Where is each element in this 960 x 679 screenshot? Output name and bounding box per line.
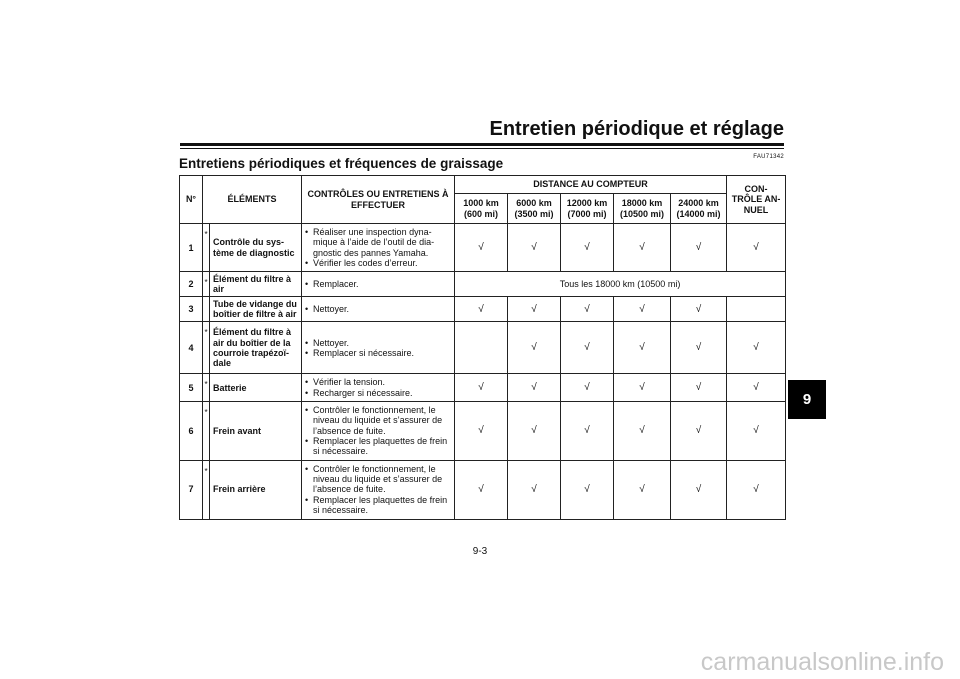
row-number: 7 — [180, 460, 203, 519]
bullet-icon: • — [305, 377, 309, 388]
footer-watermark: carmanualsonline.info — [700, 648, 944, 676]
bullet-icon: • — [305, 304, 309, 315]
bullet-icon: • — [305, 436, 309, 447]
row-star-marker: * — [203, 224, 210, 272]
row-star-marker: * — [203, 272, 210, 297]
action-item — [305, 377, 452, 387]
header-distance-4: 24000 km (14000 mi) — [671, 194, 727, 224]
chapter-tab: 9 — [788, 380, 826, 419]
action-text: Recharger si nécessaire. — [313, 387, 413, 398]
interval-note: Tous les 18000 km (10500 mi) — [455, 272, 786, 297]
header-distance-1: 6000 km (3500 mi) — [508, 194, 561, 224]
action-text: Remplacer si nécessaire. — [313, 347, 415, 358]
check-mark: √ — [455, 374, 508, 402]
bullet-icon: • — [305, 463, 309, 474]
row-star-marker: * — [203, 374, 210, 402]
check-mark: √ — [614, 224, 671, 272]
check-mark: √ — [561, 374, 614, 402]
check-mark: √ — [671, 322, 727, 374]
header-distance-0: 1000 km (600 mi) — [455, 194, 508, 224]
header-distance-group: DISTANCE AU COMPTEUR — [455, 176, 727, 194]
check-mark — [727, 297, 786, 322]
action-item — [305, 227, 452, 258]
check-mark: √ — [508, 322, 561, 374]
action-item — [305, 348, 452, 358]
row-star-marker: * — [203, 402, 210, 461]
row-actions — [302, 460, 455, 519]
action-text: Remplacer les plaquettes de frein si nécessaire. — [313, 436, 448, 457]
table-row — [180, 297, 786, 322]
header-distance-2: 12000 km (7000 mi) — [561, 194, 614, 224]
check-mark: √ — [614, 297, 671, 322]
check-mark: √ — [727, 374, 786, 402]
check-mark: √ — [614, 374, 671, 402]
bullet-icon: • — [305, 405, 309, 416]
check-mark — [455, 322, 508, 374]
check-mark: √ — [508, 297, 561, 322]
check-mark: √ — [508, 460, 561, 519]
header-elements: ÉLÉMENTS — [203, 176, 302, 224]
table-row — [180, 272, 786, 297]
check-mark: √ — [508, 402, 561, 461]
action-item — [305, 338, 452, 348]
action-item — [305, 279, 452, 289]
action-text: Réaliser une inspection dyna-mique à l’aide de l’outil de dia-gnostic des pannes Yamaha. — [313, 227, 435, 258]
page-header-title: Entretien périodique et réglage — [489, 118, 784, 140]
row-element: Tube de vidange du boîtier de filtre à air — [210, 297, 302, 322]
action-text: Remplacer les plaquettes de frein si nécessaire. — [313, 494, 448, 516]
check-mark: √ — [455, 402, 508, 461]
row-number: 1 — [180, 224, 203, 272]
action-item — [305, 388, 452, 398]
action-text: Vérifier les codes d’erreur. — [313, 258, 418, 269]
row-element: Batterie — [210, 374, 302, 402]
header-controls: CONTRÔLES OU ENTRETIENS À EFFECTUER — [302, 176, 455, 224]
header-no: N° — [180, 176, 203, 224]
check-mark: √ — [455, 297, 508, 322]
row-number: 4 — [180, 322, 203, 374]
row-number: 6 — [180, 402, 203, 461]
header-rule-thin — [180, 148, 784, 149]
check-mark: √ — [614, 322, 671, 374]
check-mark: √ — [508, 224, 561, 272]
check-mark: √ — [671, 224, 727, 272]
table-row — [180, 224, 786, 272]
check-mark: √ — [561, 460, 614, 519]
action-text: Contrôler le fonctionnement, le niveau du liquide et s’assurer de l’absence de fuite. — [313, 463, 443, 495]
bullet-icon: • — [305, 494, 309, 505]
row-element: Frein arrière — [210, 460, 302, 519]
check-mark: √ — [614, 402, 671, 461]
check-mark: √ — [561, 297, 614, 322]
bullet-icon: • — [305, 279, 309, 290]
row-element: Élément du filtre à air — [210, 272, 302, 297]
table-row — [180, 322, 786, 374]
row-star-marker: * — [203, 322, 210, 374]
action-item — [305, 304, 452, 314]
table-row — [180, 460, 786, 519]
check-mark: √ — [671, 402, 727, 461]
row-number: 3 — [180, 297, 203, 322]
check-mark: √ — [614, 460, 671, 519]
row-number: 2 — [180, 272, 203, 297]
check-mark: √ — [561, 224, 614, 272]
row-actions — [302, 272, 455, 297]
row-star-marker: * — [203, 460, 210, 519]
row-actions — [302, 322, 455, 374]
row-actions — [302, 224, 455, 272]
check-mark: √ — [671, 460, 727, 519]
check-mark: √ — [561, 322, 614, 374]
action-item — [305, 258, 452, 268]
row-element: Élément du filtre à air du boîtier de la courroie trapézoï-dale — [210, 322, 302, 374]
bullet-icon: • — [305, 347, 309, 358]
check-mark: √ — [561, 402, 614, 461]
action-text: Vérifier la tension. — [313, 377, 386, 388]
action-text: Contrôler le fonctionnement, le niveau du liquide et s’assurer de l’absence de fuite. — [313, 405, 443, 436]
check-mark: √ — [727, 402, 786, 461]
reference-code: FAU71342 — [753, 154, 784, 160]
row-actions — [302, 402, 455, 461]
check-mark: √ — [727, 224, 786, 272]
row-element: Contrôle du sys-tème de diagnostic — [210, 224, 302, 272]
action-text: Nettoyer. — [313, 337, 350, 348]
check-mark: √ — [727, 322, 786, 374]
check-mark: √ — [455, 224, 508, 272]
row-actions — [302, 374, 455, 402]
action-item — [305, 495, 452, 516]
action-text: Remplacer. — [313, 279, 359, 290]
row-star-marker — [203, 297, 210, 322]
bullet-icon: • — [305, 227, 309, 237]
page-number: 9-3 — [472, 546, 488, 557]
check-mark: √ — [455, 460, 508, 519]
table-row — [180, 374, 786, 402]
action-item — [305, 464, 452, 495]
action-item — [305, 436, 452, 457]
check-mark: √ — [671, 374, 727, 402]
check-mark: √ — [508, 374, 561, 402]
check-mark: √ — [671, 297, 727, 322]
maintenance-schedule-table — [179, 175, 786, 520]
action-text: Nettoyer. — [313, 304, 350, 315]
table-row — [180, 402, 786, 461]
bullet-icon: • — [305, 337, 309, 348]
header-distance-3: 18000 km (10500 mi) — [614, 194, 671, 224]
action-item — [305, 405, 452, 436]
header-annual-check: CON-TRÔLE AN-NUEL — [727, 176, 786, 224]
bullet-icon: • — [305, 387, 309, 398]
row-element: Frein avant — [210, 402, 302, 461]
check-mark: √ — [727, 460, 786, 519]
row-number: 5 — [180, 374, 203, 402]
row-actions — [302, 297, 455, 322]
section-title: Entretiens périodiques et fréquences de graissage — [179, 156, 504, 171]
header-rule-thick — [180, 143, 784, 146]
bullet-icon: • — [305, 258, 309, 269]
